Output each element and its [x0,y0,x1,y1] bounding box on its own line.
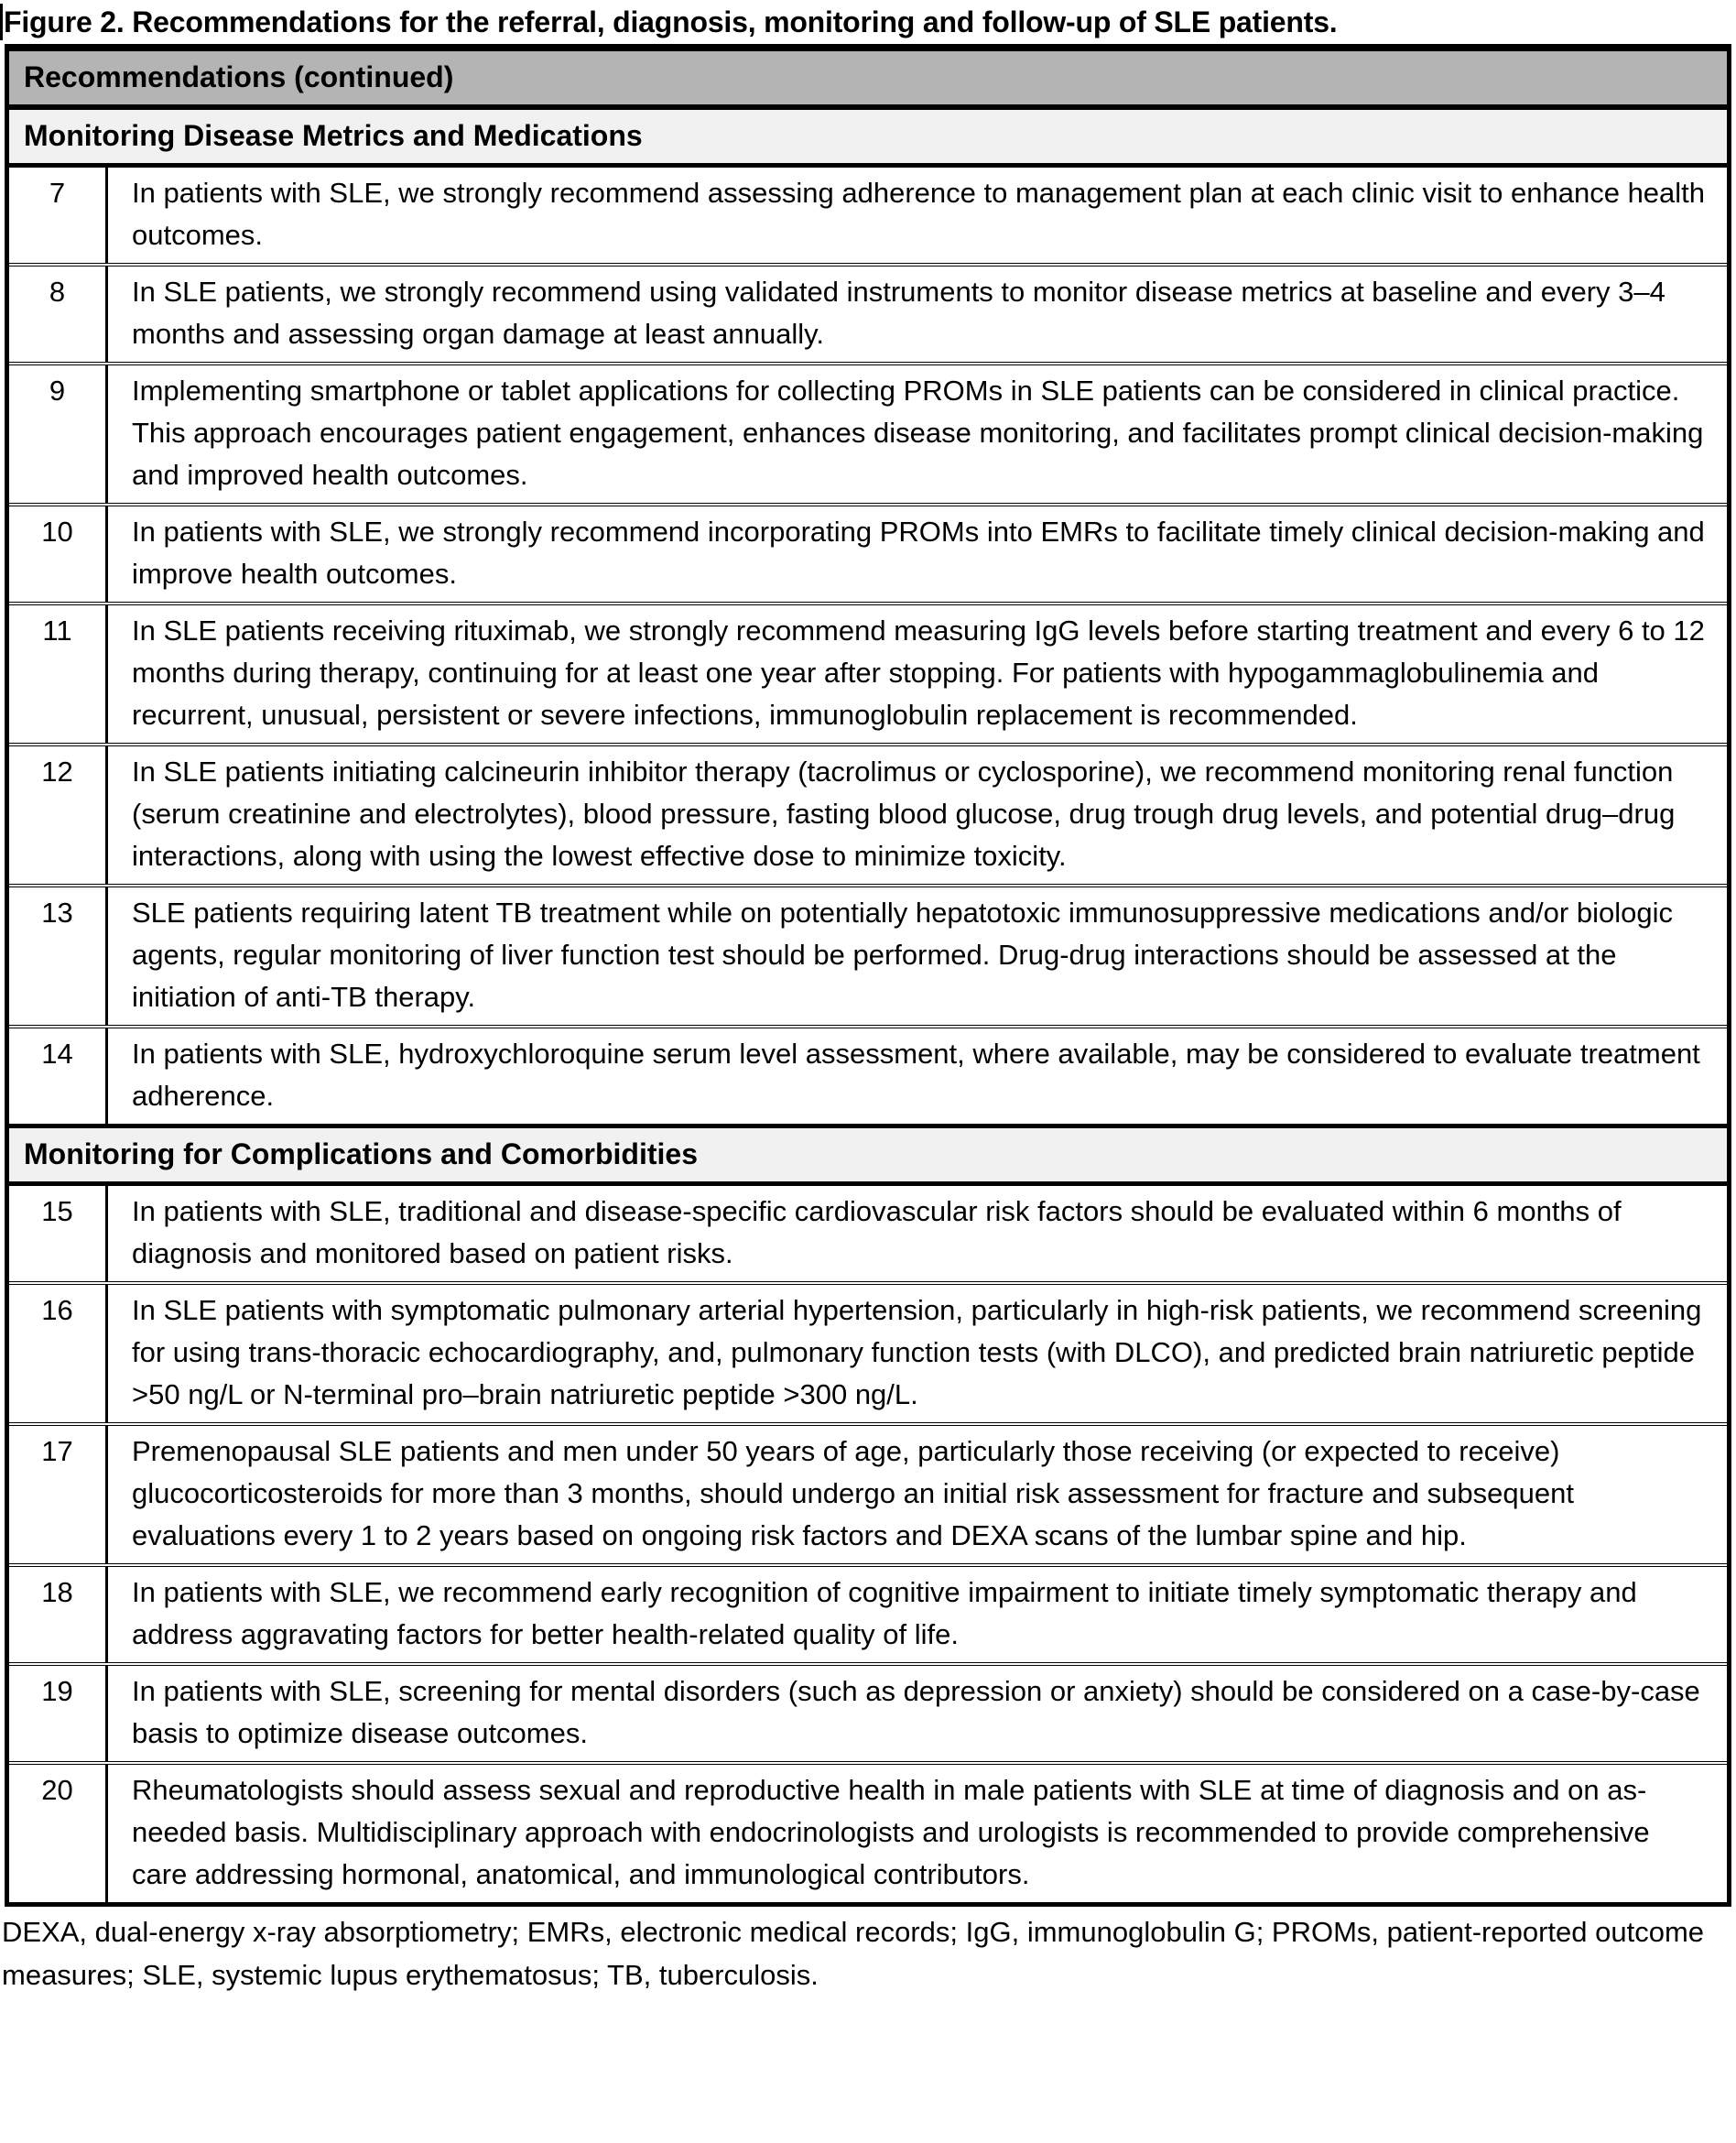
abbreviations-footnote: DEXA, dual-energy x-ray absorptiometry; EMRs, electronic medical records; IgG, immunoglobulin G; PROMs, patient-reported outcome measures; SLE, systemic lupus erythematosus; TB, tuberculosis. [2,1916,1705,1991]
recommendation-text: In patients with SLE, we recommend early recognition of cognitive impairment to initiate timely symptomatic therapy and address aggravating factors for better health-related quality of life. [132,1576,1637,1650]
recommendation-row [9,362,1727,503]
recommendation-number: 11 [9,605,108,743]
recommendation-row [9,1281,1727,1422]
recommendation-row [9,168,1727,263]
recommendation-text: In patients with SLE, traditional and disease-specific cardiovascular risk factors should be evaluated within 6 months of diagnosis and monitored based on patient risks. [132,1195,1622,1269]
recommendation-number: 10 [9,506,108,602]
recommendation-number: 14 [9,1028,108,1124]
table-section [9,110,1727,1124]
recommendation-text: Implementing smartphone or tablet applications for collecting PROMs in SLE patients can be considered in clinical practice. This approach encourages patient engagement, enhances disease monitoring, and facilitates prompt clinical decision-making and improved health outcomes. [132,375,1704,491]
recommendation-text: Premenopausal SLE patients and men under 50 years of age, particularly those receiving (or expected to receive) glucocorticosteroids for more than 3 months, should undergo an initial risk assessment for fracture and subsequent evaluations every 1 to 2 years based on ongoing risk factors and DEXA scans of the lumbar spine and hip. [132,1435,1574,1551]
section-heading: Monitoring Disease Metrics and Medications [9,110,1727,168]
recommendation-row [9,1563,1727,1662]
recommendation-number: 12 [9,746,108,884]
recommendation-number: 13 [9,887,108,1025]
recommendation-row [9,1186,1727,1281]
section-rows [9,168,1727,1124]
recommendation-number: 8 [9,267,108,362]
recommendation-row [9,1422,1727,1563]
recommendation-number: 15 [9,1186,108,1281]
section-rows [9,1186,1727,1902]
recommendation-text: In SLE patients initiating calcineurin inhibitor therapy (tacrolimus or cyclosporine), we recommend monitoring renal function (serum creatinine and electrolytes), blood pressure, fasting blood glucose, drug trough drug levels, and potential drug–drug interactions, along with using the lowest effective dose to minimize toxicity. [132,756,1676,872]
recommendation-text: In SLE patients with symptomatic pulmonary arterial hypertension, particularly in high-risk patients, we recommend screening for using trans-thoracic echocardiography, and, pulmonary function tests (with DLCO), and predicted brain natriuretic peptide >50 ng/L or N-terminal pro–brain natriuretic peptide >300 ng/L. [132,1294,1702,1410]
recommendation-text: In patients with SLE, hydroxychloroquine serum level assessment, where available, may be considered to evaluate treatment adherence. [132,1038,1700,1112]
recommendation-text: SLE patients requiring latent TB treatment while on potentially hepatotoxic immunosuppressive medications and/or biologic agents, regular monitoring of liver function test should be performed. Drug-drug interactions should be assessed at the initiation of anti-TB therapy. [132,897,1673,1013]
recommendation-number: 19 [9,1666,108,1761]
recommendation-row [9,1761,1727,1902]
recommendation-number: 18 [9,1567,108,1662]
section-heading: Monitoring for Complications and Comorbidities [9,1124,1727,1186]
figure-caption: Figure 2. Recommendations for the referral, diagnosis, monitoring and follow-up of SLE patients. [4,5,1338,38]
recommendation-number: 7 [9,168,108,263]
recommendation-row [9,1662,1727,1761]
recommendation-row [9,1025,1727,1124]
table-header-recommendations-continued: Recommendations (continued) [9,51,1727,110]
recommendations-table [5,44,1731,1907]
recommendation-row [9,884,1727,1025]
recommendation-number: 17 [9,1426,108,1563]
recommendation-text: In SLE patients receiving rituximab, we strongly recommend measuring IgG levels before starting treatment and every 6 to 12 months during therapy, continuing for at least one year after stopping. For patients with hypogammaglobulinemia and recurrent, unusual, persistent or severe infections, immunoglobulin replacement is recommended. [132,615,1705,731]
recommendation-text: In patients with SLE, we strongly recommend assessing adherence to management plan at each clinic visit to enhance health outcomes. [132,177,1706,251]
recommendation-number: 9 [9,365,108,503]
crop-edge-mark [0,4,3,40]
recommendation-text: In patients with SLE, we strongly recommend incorporating PROMs into EMRs to facilitate timely clinical decision-making and improve health outcomes. [132,516,1705,590]
table-sections [9,110,1727,1902]
recommendation-row [9,263,1727,362]
table-section [9,1124,1727,1902]
recommendation-text: Rheumatologists should assess sexual and reproductive health in male patients with SLE at time of diagnosis and on as-needed basis. Multidisciplinary approach with endocrinologists and urologists is recommended to provide comprehensive care addressing hormonal, anatomical, and immunological contributors. [132,1774,1650,1890]
recommendation-number: 20 [9,1765,108,1902]
recommendation-row [9,503,1727,602]
recommendation-text: In SLE patients, we strongly recommend using validated instruments to monitor disease metrics at baseline and every 3–4 months and assessing organ damage at least annually. [132,276,1665,350]
recommendation-row [9,743,1727,884]
recommendation-number: 16 [9,1285,108,1422]
recommendation-text: In patients with SLE, screening for mental disorders (such as depression or anxiety) should be considered on a case-by-case basis to optimize disease outcomes. [132,1675,1700,1749]
recommendation-row [9,602,1727,743]
